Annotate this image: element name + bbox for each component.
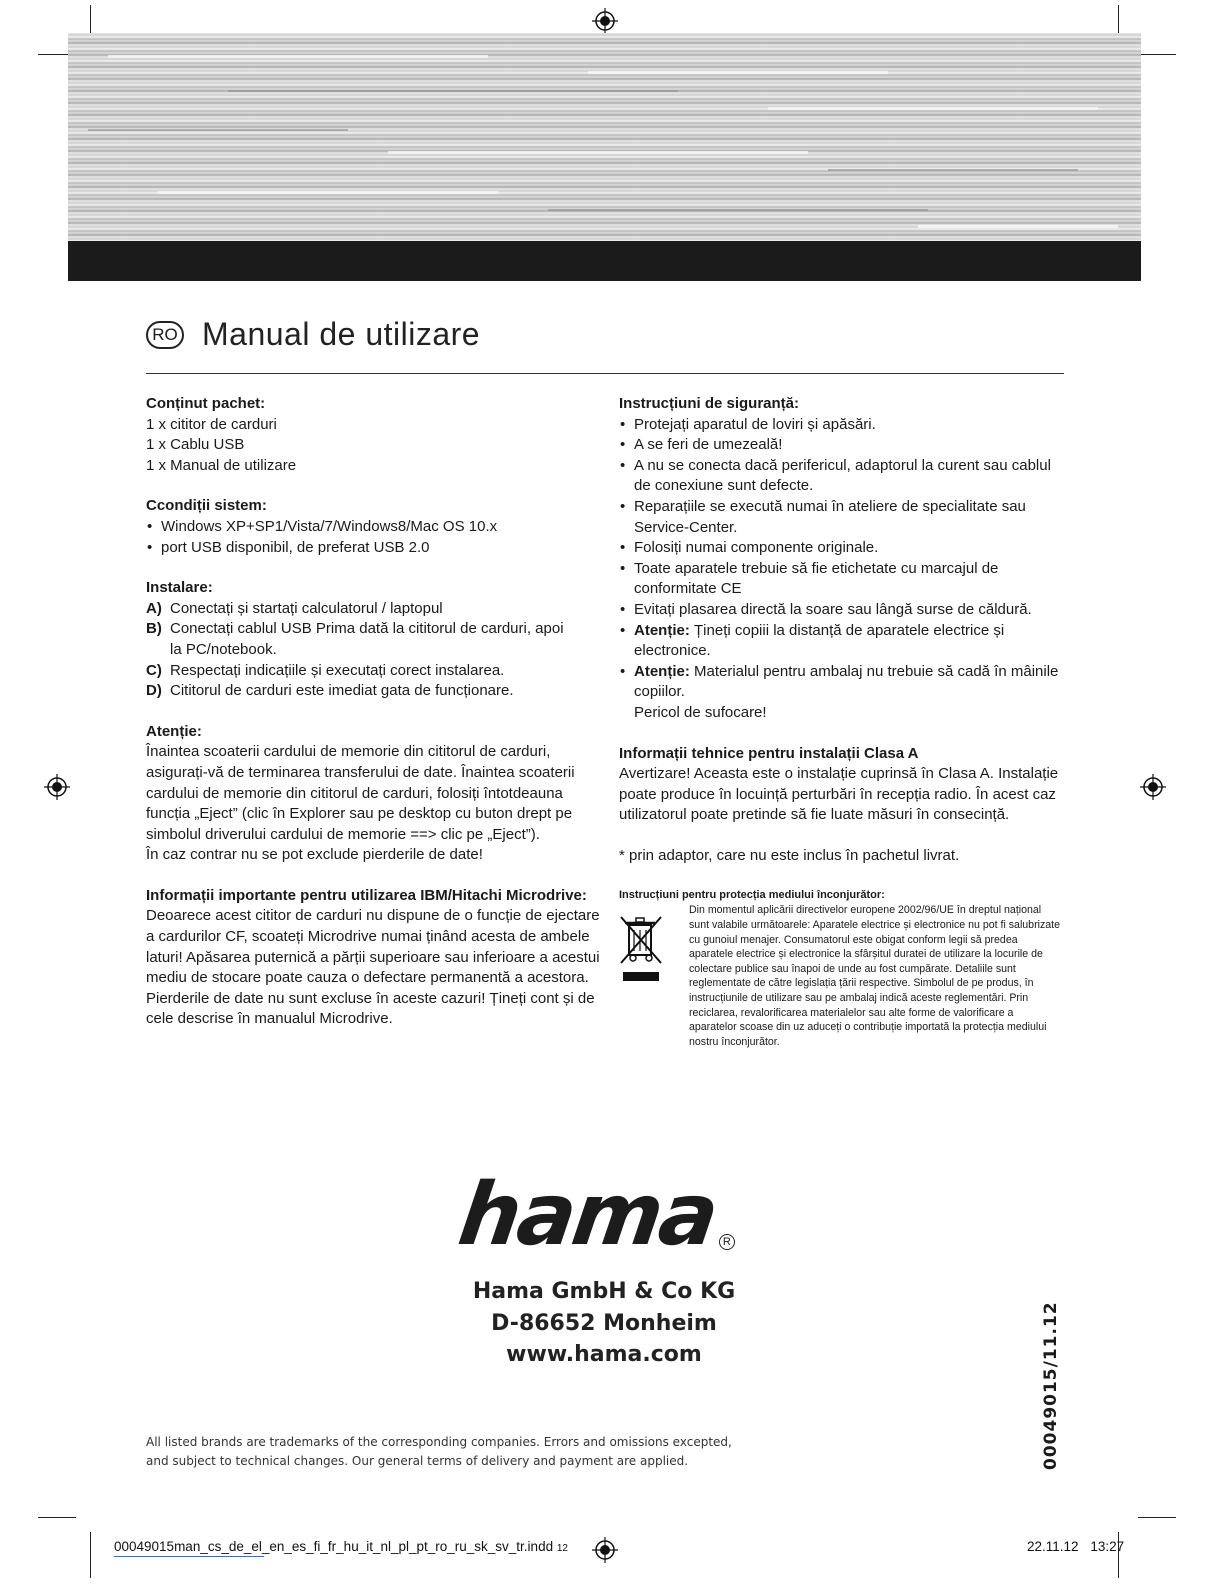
list-item: • port USB disponibil, de preferat USB 2.0: [146, 538, 601, 559]
brushed-metal-banner: [68, 33, 1141, 241]
step-text: Conectați și startați calculatorul / laptopul: [170, 599, 443, 617]
section-heading: Instrucțiuni de siguranță:: [619, 395, 800, 412]
section-heading: Informații tehnice pentru instalații Clasa A: [619, 744, 919, 762]
step-text: Conectați cablul USB Prima dată la cititorul de carduri, apoi la PC/notebook.: [170, 620, 564, 658]
install-section: [146, 578, 601, 702]
footer-time: 13:27: [1090, 1539, 1125, 1554]
registration-mark-icon: [592, 1537, 618, 1563]
list-item: • Protejați aparatul de loviri și apăsări.: [619, 415, 1064, 436]
section-heading: Instalare:: [146, 579, 213, 597]
step-key: A): [146, 599, 162, 617]
attention-section: [146, 722, 601, 866]
disclaimer-line: and subject to technical changes. Our general terms of delivery and payment are applied.: [146, 1453, 689, 1468]
step-text: Respectați indicațiile și executați corect instalarea.: [170, 661, 505, 679]
step-key: C): [146, 661, 162, 679]
registration-mark-icon: [1140, 774, 1166, 800]
crop-mark: [90, 1532, 91, 1578]
step-key: B): [146, 620, 162, 638]
right-column: [619, 394, 1064, 1049]
page-number: 12: [556, 1543, 568, 1554]
microdrive-section: [146, 886, 601, 1030]
page-title: [146, 316, 480, 353]
section-heading: Conținut pachet:: [146, 395, 266, 412]
document-code: 00049015/11.12: [1041, 1301, 1061, 1470]
company-website[interactable]: www.hama.com: [506, 1342, 702, 1367]
hama-logo: [452, 1165, 735, 1265]
footer-filename: [114, 1539, 568, 1554]
file-name: 00049015man_cs_de_el_en_es_fi_fr_hu_it_nl_pl_pt_ro_ru_sk_sv_tr.indd: [114, 1539, 554, 1554]
microdrive-body: Deoarece acest cititor de carduri nu dispune de o funcție de ejectare a cardurilor CF, scoateți Microdrive numai ținând acesta de ambele laturi! Apăsarea puternică a părții superioare sau inferioare a acestui mediu de stocare poate cauza o defectare permanentă a acestora. Pierderile de date nu sunt excluse în aceste cazuri! Țineți cont și de cele descrise în manualul Microdrive.: [146, 907, 600, 1028]
install-step: [146, 619, 601, 660]
system-section: [146, 496, 601, 558]
logo-word: hama: [452, 1165, 722, 1265]
crop-mark: [1138, 1517, 1176, 1518]
registration-mark-icon: [44, 774, 70, 800]
crop-mark: [38, 1517, 76, 1518]
registered-mark-icon: R: [719, 1234, 735, 1250]
list-item: • Folosiți numai componente originale.: [619, 538, 1064, 559]
install-step: [146, 681, 601, 702]
list-item: • Atenție: Materialul pentru ambalaj nu trebuie să cadă în mâinile copiilor.: [619, 662, 1064, 703]
weee-heading: Instrucțiuni pentru protecția mediului înconjurător:: [619, 889, 885, 902]
section-heading: Atenție:: [146, 722, 202, 740]
class-a-section: [619, 744, 1064, 826]
title-text: Manual de utilizare: [202, 316, 481, 352]
list-item: • Toate aparatele trebuie să fie etichetate cu marcajul de conformitate CE: [619, 559, 1064, 600]
list-item: • Evitați plasarea directă la soare sau lângă surse de căldură.: [619, 600, 1064, 621]
install-step: [146, 661, 601, 682]
safety-tail: Pericol de sufocare!: [634, 703, 767, 721]
title-divider: [146, 373, 1064, 374]
step-text: Cititorul de carduri este imediat gata de funcționare.: [170, 682, 514, 700]
left-column: [146, 394, 601, 1050]
package-line: 1 x cititor de carduri: [146, 415, 277, 433]
disclaimer: [146, 1433, 732, 1470]
list-item: • A nu se conecta dacă perifericul, adaptorul la curent sau cablul de conexiune sunt defecte.: [619, 456, 1064, 497]
disclaimer-line: All listed brands are trademarks of the corresponding companies. Errors and omissions excepted,: [146, 1435, 732, 1449]
adaptor-note: * prin adaptor, care nu este inclus în pachetul livrat.: [619, 846, 960, 864]
list-item: • Windows XP+SP1/Vista/7/Windows8/Mac OS 10.x: [146, 517, 601, 538]
crossed-out-bin-icon: [619, 913, 663, 985]
weee-section: [619, 888, 1064, 1049]
header-black-bar: [68, 241, 1141, 281]
company-name: Hama GmbH & Co KG: [472, 1279, 736, 1304]
footer-timestamp: [1027, 1539, 1124, 1554]
crop-mark: [1138, 54, 1176, 55]
safety-section: [619, 394, 1064, 724]
package-line: 1 x Cablu USB: [146, 436, 245, 454]
attention-body: Înaintea scoaterii cardului de memorie din cititorul de carduri, asigurați-vă de terminarea transferului de date. Înaintea scoaterii cardului de memorie din cititorul de carduri, folosiți întotdeauna funcția „Eject” (clic în Explorer sau pe desktop cu buton drept pe simbolul driverului cardului de memorie ==> clic pe „Eject”).: [146, 743, 575, 843]
step-key: D): [146, 682, 162, 700]
package-line: 1 x Manual de utilizare: [146, 456, 297, 474]
package-section: [146, 394, 601, 476]
language-badge: RO: [146, 321, 184, 349]
company-city: D-86652 Monheim: [491, 1310, 717, 1336]
list-item: • A se feri de umezeală!: [619, 435, 1064, 456]
list-item: • Atenție: Țineți copiii la distanță de aparatele electrice și electronice.: [619, 621, 1064, 662]
install-step: [146, 599, 601, 620]
registration-mark-icon: [592, 8, 618, 34]
footer-date: 22.11.12: [1027, 1539, 1079, 1554]
section-heading: Ccondiții sistem:: [146, 497, 267, 515]
company-address: [400, 1276, 808, 1371]
weee-body: Din momentul aplicării directivelor europene 2002/96/UE în dreptul național sunt valabile următoarele: Aparatele electrice și electronice nu pot fi salubrizate cu gunoiul menajer. Consumatorul este obigat conform legii să predea aparatele electrice și electronice la sfârșitul duratei de utilizare la locurile de colectare publice sau înapoi de unde au fost cumpărate. Detaliile sunt reglementate de către legislația țării respective. Simbolul de pe produs, în instrucțiunile de utilizare sau pe ambalaj indică aceste reglementări. Prin reciclarea, revalorificarea materialelor sau alte forme de valorificare a aparatelor scoase din uz aduceți o contribuție importată la protecția mediului nostru înconjurător.: [689, 904, 1060, 1048]
section-heading: Informații importante pentru utilizarea IBM/Hitachi Microdrive:: [146, 886, 587, 904]
list-item: • Reparațiile se execută numai în ateliere de specialitate sau Service-Center.: [619, 497, 1064, 538]
class-a-body: Avertizare! Aceasta este o instalație cuprinsă în Clasa A. Instalație poate produce în locuință perturbări în recepția radio. În acest caz utilizatorul poate pretinde să fie luate măsuri în consecință.: [619, 765, 1059, 824]
attention-body-2: În caz contrar nu se pot exclude pierderile de date!: [146, 846, 483, 864]
